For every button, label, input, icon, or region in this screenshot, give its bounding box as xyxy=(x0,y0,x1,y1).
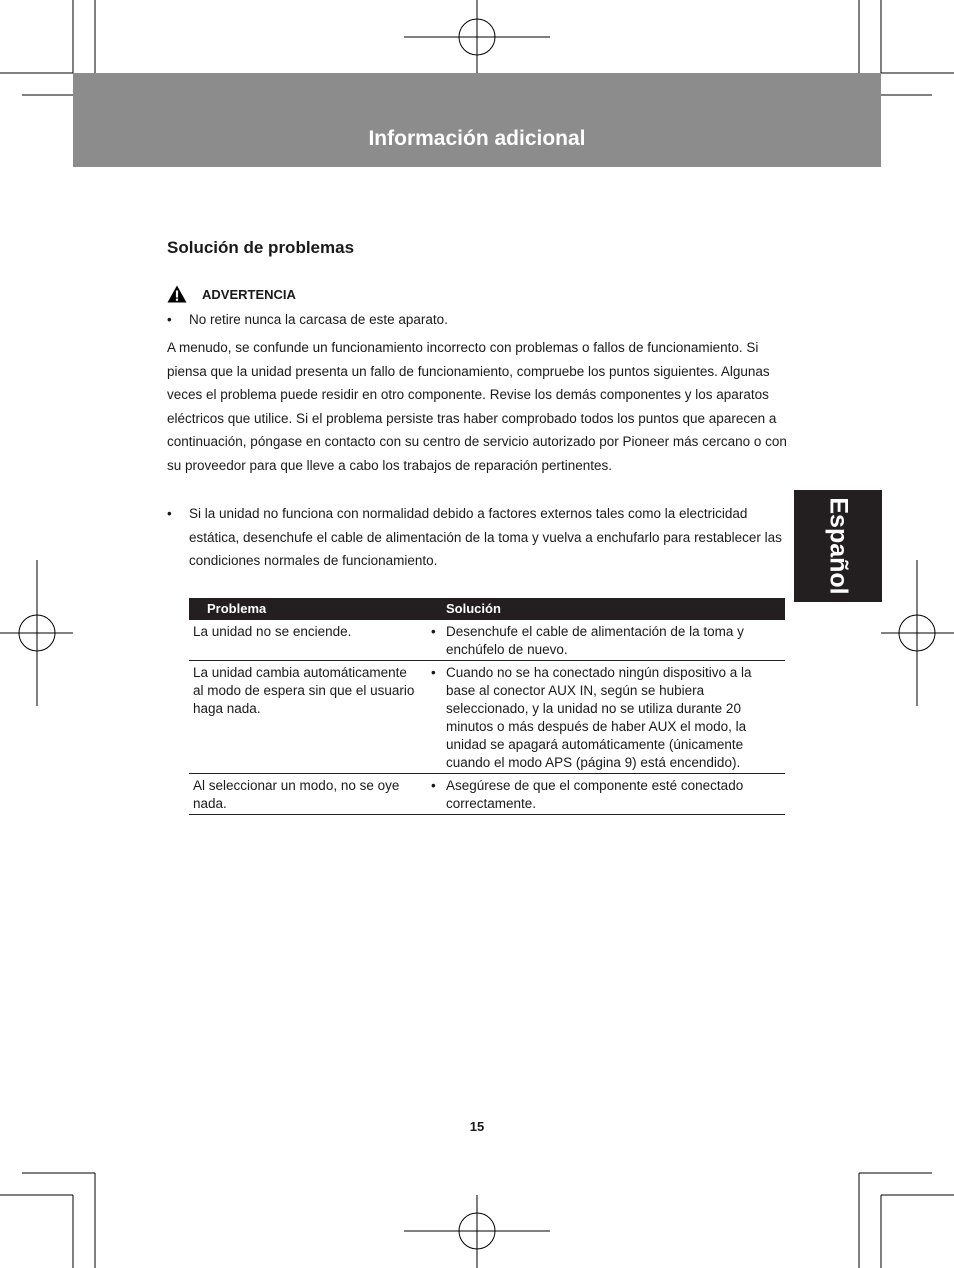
solution-text: Desenchufe el cable de alimentación de la toma y enchúfelo de nuevo. xyxy=(446,624,744,657)
solution-cell xyxy=(427,661,785,774)
solution-text: Cuando no se ha conectado ningún dispositivo a la base al conector AUX IN, según se hubiera seleccionado, y la unidad no se utiliza durante 20 minutos o más después de haber AUX el modo, la unidad se apagará automáticamente (únicamente cuando el modo APS (página 9) está encendido). xyxy=(446,665,752,770)
column-header-problem: Problema xyxy=(189,598,427,620)
bullet-mark: • xyxy=(167,506,172,521)
troubleshooting-table xyxy=(189,598,785,815)
table-row xyxy=(189,774,785,815)
header-band xyxy=(73,73,881,167)
bullet-item xyxy=(167,308,789,332)
solution-cell xyxy=(427,774,785,815)
page-number: 15 xyxy=(469,1119,485,1134)
warning-heading xyxy=(167,282,296,306)
problem-cell: La unidad cambia automáticamente al modo de espera sin que el usuario haga nada. xyxy=(189,661,427,774)
warning-triangle-icon xyxy=(167,285,187,303)
warning-label: ADVERTENCIA xyxy=(202,286,296,302)
problem-cell: Al seleccionar un modo, no se oye nada. xyxy=(189,774,427,815)
intro-paragraph: A menudo, se confunde un funcionamiento incorrecto con problemas o fallos de funcionamiento. Si piensa que la unidad presenta un fallo de funcionamiento, compruebe los puntos siguientes. Algunas veces el problema puede residir en otro componente. Revise los demás componentes y los aparatos eléctricos que utilice. Si el problema persiste tras haber comprobado todos los puntos que aparecen a continuación, póngase en contacto con su centro de servicio autorizado por Pioneer más cercano o con su proveedor para que lleve a cabo los trabajos de reparación pertinentes. xyxy=(167,340,787,473)
table-row xyxy=(189,661,785,774)
bullet-mark: • xyxy=(167,312,172,327)
section-title: Solución de problemas xyxy=(167,238,355,257)
bullet-mark: • xyxy=(431,624,436,639)
language-tab xyxy=(794,490,882,602)
page-title: Información adicional xyxy=(368,127,586,150)
bullet-text: No retire nunca la carcasa de este aparato. xyxy=(189,312,448,327)
language-tab-label: Español xyxy=(824,497,853,595)
bullet-mark: • xyxy=(431,665,436,680)
bullet-mark: • xyxy=(431,778,436,793)
column-header-solution: Solución xyxy=(427,598,785,620)
problem-cell: La unidad no se enciende. xyxy=(189,620,427,661)
bullet-item xyxy=(167,502,789,573)
solution-cell xyxy=(427,620,785,661)
bullet-text: Si la unidad no funciona con normalidad debido a factores externos tales como la electricidad estática, desenchufe el cable de alimentación de la toma y vuelva a enchufarlo para restablecer las condiciones normales de funcionamiento. xyxy=(189,506,782,569)
table-header-row xyxy=(189,598,785,620)
solution-text: Asegúrese de que el componente esté conectado correctamente. xyxy=(446,778,744,811)
table-row xyxy=(189,620,785,661)
